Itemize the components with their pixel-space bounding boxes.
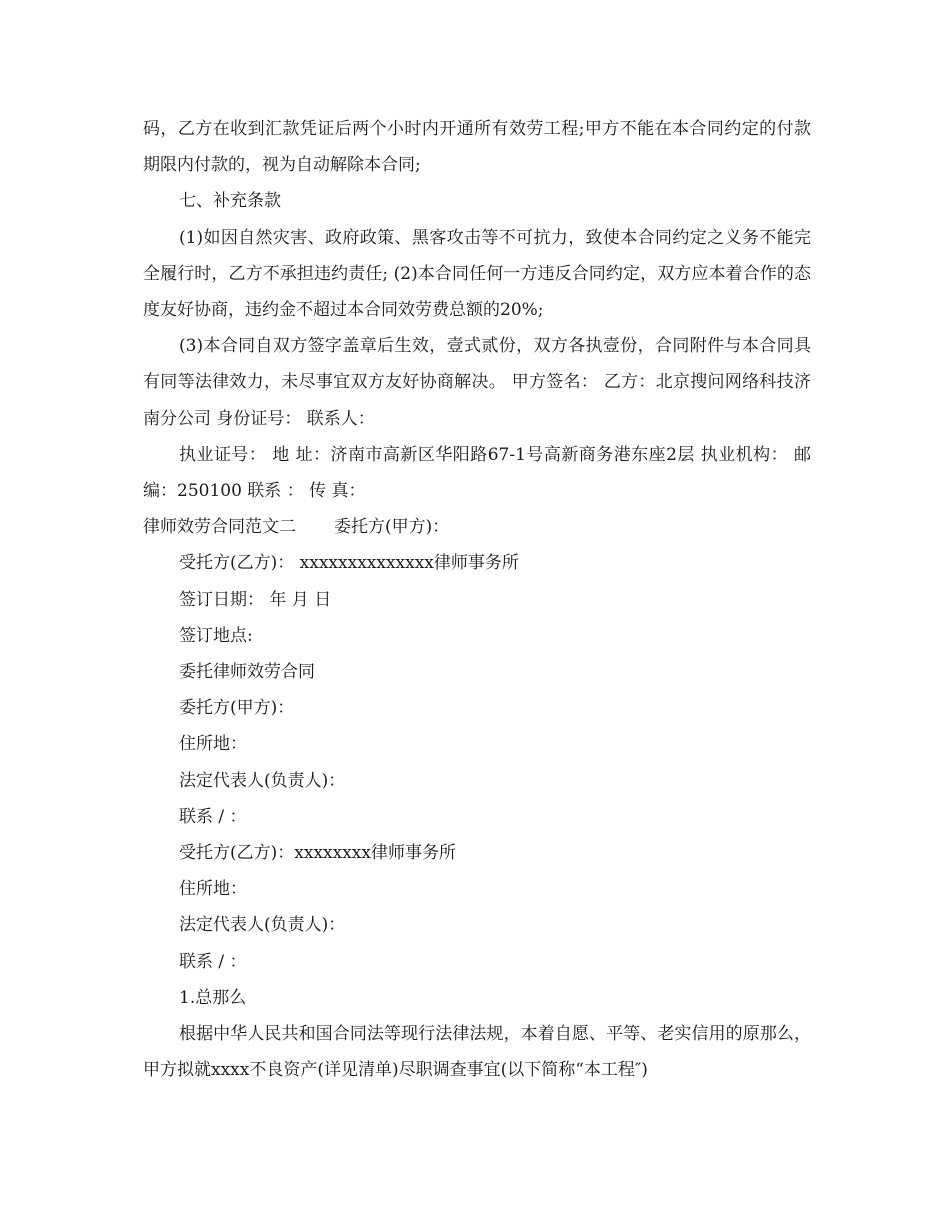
paragraph-payment-terms: 码，乙方在收到汇款凭证后两个小时内开通所有效劳工程;甲方不能在本合同约定的付款期限内付款的，视为自动解除本合同; [143, 119, 811, 176]
field-sign-place: 签订地点: [179, 625, 253, 646]
field-trustee-contact: 联系 / ： [179, 951, 247, 972]
contract-title: 委托律师效劳合同 [179, 662, 315, 683]
template-two-title-line [143, 509, 811, 545]
paragraph-license-address: 执业证号： 地 址：济南市高新区华阳路67-1号高新商务港东座2层 执业机构： 邮 编：250100 联系 ： 传 真： [143, 444, 811, 502]
paragraph-general-principles: 根据中华人民共和国合同法等现行法律法规，本着自愿、平等、老实信用的原那么，甲方拟就xxxx不良资产(详见清单)尽职调查事宜(以下简称“本工程″) [143, 1024, 811, 1081]
field-client-contact: 联系 / ： [179, 806, 247, 827]
field-client-representative: 法定代表人(负责人)： [179, 770, 346, 791]
field-client: 委托方(甲方)： [179, 698, 295, 719]
field-trustee-address: 住所地： [179, 879, 247, 900]
field-trustee: 受托方(乙方)： xxxxxxxxxxxxxx律师事务所 [179, 553, 519, 574]
field-sign-date: 签订日期： 年 月 日 [179, 589, 332, 610]
field-client-address: 住所地： [179, 734, 247, 755]
paragraph-effectiveness: (3)本合同自双方签字盖章后生效，壹式贰份，双方各执壹份，合同附件与本合同具有同等法律效力，未尽事宜双方友好协商解决。 甲方签名： 乙方：北京搜问网络科技济南分公司 身份证号： 联系人： [143, 336, 811, 429]
template-two-title: 律师效劳合同范文二 [143, 517, 296, 538]
document-body [143, 111, 811, 1088]
client-party-label: 委托方(甲方)： [334, 517, 450, 538]
field-trustee-representative: 法定代表人(负责人)： [179, 915, 346, 936]
section-heading-general: 1.总那么 [179, 987, 247, 1008]
paragraph-force-majeure: (1)如因自然灾害、政府政策、黑客攻击等不可抗力，致使本合同约定之义务不能完全履行时，乙方不承担违约责任; (2)本合同任何一方违反合同约定，双方应本着合作的态度友好协商，违约金不超过本合同效劳费总额的20%; [143, 227, 811, 321]
section-heading-supplementary: 七、补充条款 [179, 191, 281, 212]
field-trustee-firm: 受托方(乙方)：xxxxxxxx律师事务所 [179, 843, 456, 864]
